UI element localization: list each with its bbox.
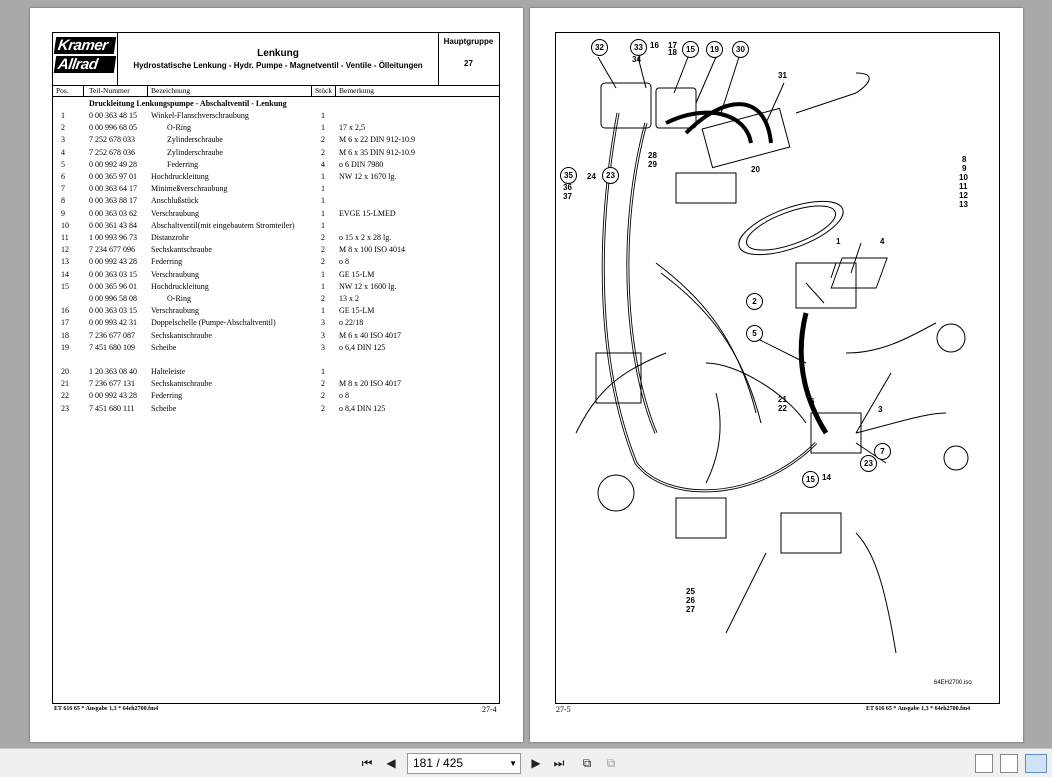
teil-nummer-cell: 0 00 993 42 31 [89, 318, 137, 328]
part-label: 21 [778, 395, 787, 404]
stueck-cell: 1 [321, 367, 325, 376]
pos-cell: 20 [61, 367, 69, 376]
pos-cell: 12 [61, 245, 69, 255]
table-row [53, 367, 499, 379]
bezeichnung-cell: Verschraubung [151, 306, 199, 316]
bezeichnung-cell: Sechskantschraube [151, 330, 212, 340]
teil-nummer-cell: 0 00 992 49 28 [89, 159, 137, 169]
bezeichnung-cell: Federring [167, 159, 199, 169]
teil-nummer-cell: 7 451 680 109 [89, 342, 135, 352]
continuous-view-button[interactable] [1000, 754, 1018, 773]
pdf-viewer-toolbar [0, 748, 1052, 777]
bemerkung-cell: ο 6 DIN 7980 [339, 159, 384, 169]
pos-cell: 4 [61, 147, 65, 157]
pos-cell: 14 [61, 269, 69, 279]
stueck-cell: 1 [321, 306, 325, 316]
bemerkung-cell: GE 15-LM [339, 269, 375, 279]
teil-nummer-cell: 0 00 361 43 84 [89, 220, 137, 230]
left-footer: ET 616 65 * Ausgabe 1,3 * 64eh2700.fm4 [54, 706, 159, 712]
stueck-cell: 3 [321, 318, 325, 328]
table-row [53, 123, 499, 135]
bezeichnung-cell: Sechskantschraube [151, 379, 212, 389]
part-label: 28 [648, 151, 657, 160]
teil-nummer-cell: 0 00 363 03 62 [89, 208, 137, 218]
table-row [53, 318, 499, 330]
logo-line-2: Allrad [54, 56, 116, 73]
bezeichnung-cell: Scheibe [151, 342, 177, 352]
bemerkung-cell: ο 8 [339, 257, 349, 267]
bezeichnung-cell: Sechskantschraube [151, 245, 212, 255]
parts-list-frame [52, 32, 500, 704]
bemerkung-cell: ο 15 x 2 x 28 lg. [339, 233, 392, 242]
teil-nummer-cell: 7 236 677 131 [89, 379, 135, 389]
teil-nummer-cell: 0 00 363 88 17 [89, 196, 137, 206]
drawing-code: 64EH2700.iso [934, 680, 972, 686]
stueck-cell: 1 [321, 220, 325, 230]
callout: 7 [874, 443, 891, 460]
table-row [53, 233, 499, 245]
pos-cell: 17 [61, 318, 69, 328]
header-title-block [117, 33, 439, 85]
teil-nummer-cell: 0 00 363 03 15 [89, 269, 137, 279]
pos-cell: 10 [61, 220, 69, 230]
bemerkung-cell: 17 x 2,5 [339, 123, 365, 133]
bezeichnung-cell: Federring [151, 257, 183, 267]
col-pos: Pos. [56, 86, 69, 95]
bemerkung-cell: ο 8,4 DIN 125 [339, 403, 386, 413]
part-label: 16 [650, 41, 659, 50]
table-row [53, 270, 499, 282]
teil-nummer-cell: 0 00 363 48 15 [89, 111, 137, 120]
col-divider [335, 85, 336, 96]
pos-cell: 22 [61, 391, 69, 401]
teil-nummer-cell: 7 236 677 087 [89, 330, 135, 340]
callout: 23 [860, 455, 877, 472]
hauptgruppe-value: 27 [464, 59, 473, 68]
part-label: 37 [563, 192, 572, 201]
bemerkung-cell: NW 12 x 1600 lg. [339, 281, 397, 291]
page-number-input[interactable] [407, 753, 521, 774]
stueck-cell: 2 [321, 245, 325, 255]
stueck-cell: 1 [321, 281, 325, 291]
part-label: 3 [878, 405, 883, 414]
stueck-cell: 2 [321, 147, 325, 157]
table-row [53, 209, 499, 221]
last-page-button[interactable]: ⏭ [553, 756, 565, 770]
col-teil-nummer: Teil-Nummer [89, 86, 130, 95]
bemerkung-cell: M 8 x 100 ISO 4014 [339, 245, 406, 255]
bemerkung-cell: GE 15-LM [339, 306, 375, 316]
teil-nummer-cell: 0 00 996 68 05 [89, 123, 137, 133]
teil-nummer-cell: 0 00 992 43 28 [89, 257, 137, 267]
callout: 23 [602, 167, 619, 184]
bezeichnung-cell: Scheibe [151, 403, 177, 413]
page-title: Lenkung [257, 48, 299, 59]
exploded-drawing-frame [555, 32, 1000, 704]
part-label: 27 [686, 605, 695, 614]
left-page-number: 27-4 [482, 705, 497, 714]
table-row [53, 135, 499, 147]
teil-nummer-cell: 1 20 363 08 40 [89, 367, 137, 376]
stueck-cell: 2 [321, 379, 325, 389]
stueck-cell: 2 [321, 391, 325, 401]
col-bezeichnung: Bezeichnung [151, 86, 191, 95]
stueck-cell: 2 [321, 257, 325, 267]
pos-cell: 1 [61, 111, 65, 120]
part-label: 1 [836, 237, 841, 246]
right-footer: ET 616 65 * Ausgabe 1,3 * 64eh2700.fm4 [866, 706, 971, 712]
part-label: 9 [962, 164, 967, 173]
part-label: 18 [668, 48, 677, 57]
right-page-number: 27-5 [556, 705, 571, 714]
teil-nummer-cell: 1 00 993 96 73 [89, 233, 137, 242]
column-header-row [53, 85, 499, 97]
compare-pages-icon[interactable]: ⧉ [606, 756, 616, 770]
part-label: 10 [959, 173, 968, 182]
bezeichnung-cell: Federring [151, 391, 183, 401]
table-row [53, 282, 499, 294]
rotate-view-icon[interactable]: ⧉ [582, 756, 592, 770]
part-label: 29 [648, 160, 657, 169]
table-row [53, 160, 499, 172]
bezeichnung-cell: Winkel-Flanschverschraubung [151, 111, 249, 120]
part-label: 8 [962, 155, 967, 164]
bezeichnung-cell: Verschraubung [151, 208, 199, 218]
table-row [53, 184, 499, 196]
col-stueck: Stück [315, 86, 333, 95]
teil-nummer-cell: 7 234 677 096 [89, 245, 135, 255]
pos-cell: 6 [61, 172, 65, 181]
pos-cell: 2 [61, 123, 65, 133]
part-label: 20 [751, 165, 760, 174]
stueck-cell: 2 [321, 403, 325, 413]
part-label: 36 [563, 183, 572, 192]
bemerkung-cell: ο 8 [339, 391, 349, 401]
bezeichnung-cell: Distanzrohr [151, 233, 189, 242]
stueck-cell: 4 [321, 159, 325, 169]
stueck-cell: 1 [321, 184, 325, 194]
part-label: 25 [686, 587, 695, 596]
exploded-view-drawing [556, 33, 999, 703]
stueck-cell: 2 [321, 233, 325, 242]
teil-nummer-cell: 0 00 363 03 15 [89, 306, 137, 316]
right-page [530, 8, 1023, 742]
stueck-cell: 1 [321, 172, 325, 181]
pos-cell: 9 [61, 208, 65, 218]
part-label: 12 [959, 191, 968, 200]
section-title: Druckleitung Lenkungspumpe - Abschaltventil - Lenkung [89, 99, 287, 108]
bemerkung-cell: M 8 x 20 ISO 4017 [339, 379, 402, 389]
col-divider [311, 85, 312, 96]
table-row [53, 294, 499, 306]
part-label: 17 [668, 41, 677, 50]
col-divider [83, 85, 84, 96]
bezeichnung-cell: O-Ring [167, 123, 191, 133]
col-divider [147, 85, 148, 96]
callout: 5 [746, 325, 763, 342]
bezeichnung-cell: Halteleiste [151, 367, 186, 376]
pos-cell: 23 [61, 403, 69, 413]
part-label: 24 [587, 172, 596, 181]
bezeichnung-cell: Hochdruckleitung [151, 172, 209, 181]
teil-nummer-cell: 0 00 365 97 01 [89, 172, 137, 181]
table-row [53, 111, 499, 123]
part-label: 22 [778, 404, 787, 413]
bezeichnung-cell: Abschaltventil(mit eingebautem Stromteiler) [151, 220, 295, 230]
table-row [53, 391, 499, 403]
bemerkung-cell: M 6 x 40 ISO 4017 [339, 330, 402, 340]
single-page-view-button[interactable] [975, 754, 993, 773]
pos-cell: 15 [61, 281, 69, 291]
stueck-cell: 1 [321, 196, 325, 206]
pos-cell: 5 [61, 159, 65, 169]
bezeichnung-cell: Anschlußstück [151, 196, 199, 206]
stueck-cell: 2 [321, 135, 325, 145]
part-label: 34 [632, 55, 641, 64]
bemerkung-cell: EVGE 15-LMED [339, 208, 396, 218]
hauptgruppe-block [438, 33, 499, 85]
stueck-cell: 1 [321, 208, 325, 218]
bemerkung-cell: ο 6,4 DIN 125 [339, 342, 386, 352]
teil-nummer-cell: 0 00 365 96 01 [89, 281, 137, 291]
table-row [53, 196, 499, 208]
part-label: 26 [686, 596, 695, 605]
pos-cell: 16 [61, 306, 69, 316]
pos-cell: 11 [61, 233, 69, 242]
table-row [53, 343, 499, 355]
pos-cell: 8 [61, 196, 65, 206]
bezeichnung-cell: O-Ring [167, 294, 191, 303]
stueck-cell: 1 [321, 269, 325, 279]
callout: 30 [732, 41, 749, 58]
table-row [53, 379, 499, 391]
table-row [53, 221, 499, 233]
callout: 15 [682, 41, 699, 58]
bezeichnung-cell: Doppelschelle (Pumpe-Abschaltventil) [151, 318, 276, 328]
chevron-down-icon[interactable]: ▼ [509, 759, 517, 768]
bemerkung-cell: M 6 x 35 DIN 912-10.9 [339, 147, 415, 157]
table-row [53, 172, 499, 184]
callout: 35 [560, 167, 577, 184]
table-row [53, 257, 499, 269]
page-subtitle: Hydrostatische Lenkung - Hydr. Pumpe - Magnetventil - Ventile - Ölleitungen [133, 61, 423, 70]
logo-line-1: Kramer [54, 37, 116, 54]
stueck-cell: 1 [321, 123, 325, 133]
pos-cell: 21 [61, 379, 69, 389]
stueck-cell: 1 [321, 111, 325, 120]
two-page-view-button[interactable] [1025, 754, 1047, 773]
teil-nummer-cell: 0 00 363 64 17 [89, 184, 137, 194]
part-label: 6 [810, 397, 815, 406]
bemerkung-cell: NW 12 x 1670 lg. [339, 172, 397, 181]
part-label: 11 [959, 182, 968, 191]
next-page-button[interactable]: ▶ [531, 756, 541, 770]
teil-nummer-cell: 0 00 992 43 28 [89, 391, 137, 401]
bezeichnung-cell: Zylinderschraube [167, 147, 223, 157]
bezeichnung-cell: Verschraubung [151, 269, 199, 279]
table-row [53, 331, 499, 343]
pos-cell: 19 [61, 342, 69, 352]
left-page [30, 8, 523, 742]
table-row [53, 306, 499, 318]
pos-cell: 18 [61, 330, 69, 340]
part-label: 31 [778, 71, 787, 80]
stueck-cell: 2 [321, 294, 325, 303]
stueck-cell: 3 [321, 330, 325, 340]
page-indicator: 181 / 425 [413, 756, 464, 770]
callout: 2 [746, 293, 763, 310]
callout: 19 [706, 41, 723, 58]
table-row [53, 245, 499, 257]
part-label: 14 [822, 473, 831, 482]
teil-nummer-cell: 7 252 678 036 [89, 147, 135, 157]
first-page-button[interactable]: ⏮ [361, 756, 373, 770]
callout: 32 [591, 39, 608, 56]
pos-cell: 7 [61, 184, 65, 194]
part-label: 4 [880, 237, 885, 246]
part-label: 13 [959, 200, 968, 209]
col-bemerkung: Bemerkung [339, 86, 374, 95]
bemerkung-cell: ο 22/18 [339, 318, 364, 328]
hauptgruppe-label: Hauptgruppe [443, 37, 494, 46]
table-row [53, 404, 499, 416]
callout: 15 [802, 471, 819, 488]
stueck-cell: 3 [321, 342, 325, 352]
previous-page-button[interactable]: ◀ [386, 756, 396, 770]
pos-cell: 13 [61, 257, 69, 267]
teil-nummer-cell: 7 451 680 111 [89, 403, 135, 413]
pos-cell: 3 [61, 135, 65, 145]
bemerkung-cell: M 6 x 22 DIN 912-10.9 [339, 135, 415, 145]
bemerkung-cell: 13 x 2 [339, 294, 359, 303]
table-row [53, 148, 499, 160]
teil-nummer-cell: 0 00 996 58 08 [89, 294, 137, 303]
kramer-allrad-logo [55, 37, 115, 81]
bezeichnung-cell: Zylinderschraube [167, 135, 223, 145]
callout: 33 [630, 39, 647, 56]
page-header [53, 33, 499, 86]
teil-nummer-cell: 7 252 678 033 [89, 135, 135, 145]
bezeichnung-cell: Hochdruckleitung [151, 281, 209, 291]
bezeichnung-cell: Minimeßverschraubung [151, 184, 228, 194]
